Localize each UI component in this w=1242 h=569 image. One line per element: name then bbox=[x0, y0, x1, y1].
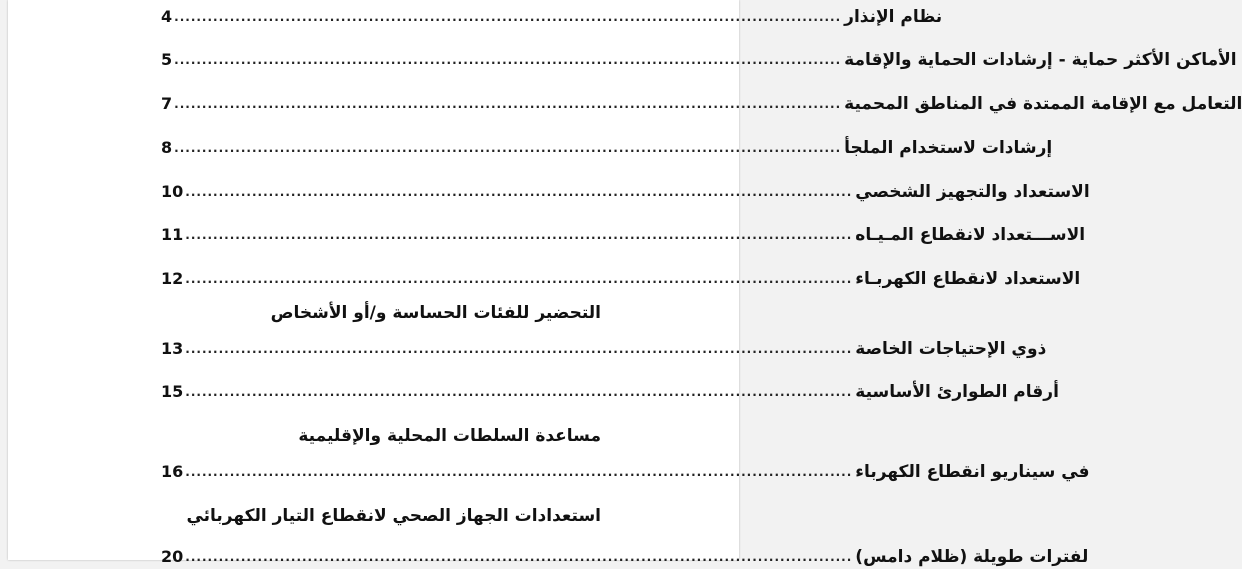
toc-page-number: 7 bbox=[161, 94, 173, 113]
toc-leader-dots: ........................................................................................................................ bbox=[174, 141, 842, 155]
toc-entry-title: الاستعداد لانقطاع الكهربـاء bbox=[855, 269, 1081, 289]
toc-entry-alarm-system[interactable] bbox=[161, 5, 943, 29]
toc-page-number: 11 bbox=[161, 225, 184, 244]
toc-entry-water-outage[interactable] bbox=[161, 223, 1086, 247]
toc-entry-title: الاســـتعداد لانقطاع المـيـاه bbox=[855, 225, 1086, 245]
toc-entry-title: لفترات طويلة (ظلام دامس) bbox=[855, 547, 1089, 567]
toc-page-number: 4 bbox=[161, 7, 173, 26]
toc-entry-title: في سيناريو انقطاع الكهرباء bbox=[855, 462, 1090, 482]
toc-entry-title: ذوي الإحتياجات الخاصة bbox=[855, 339, 1047, 359]
toc-entry-title: إرشادات لاستخدام الملجأ bbox=[844, 138, 1053, 158]
document-page bbox=[8, 0, 1242, 567]
toc-leader-dots: ........................................................................................................................ bbox=[185, 272, 853, 286]
toc-entry-personal-preparation[interactable] bbox=[161, 180, 1090, 204]
toc-leader-dots: ........................................................................................................................ bbox=[185, 550, 853, 564]
toc-entry-shelter-guidelines[interactable] bbox=[161, 136, 1053, 160]
toc-entry-special-needs[interactable] bbox=[161, 337, 1047, 361]
toc-entry-extended-stay[interactable] bbox=[161, 92, 1242, 116]
toc-heading-local-authorities[interactable]: مساعدة السلطات المحلية والإقليمية bbox=[298, 426, 601, 446]
toc-entry-title: الاستعداد والتجهيز الشخصي bbox=[855, 182, 1090, 202]
toc-page-number: 20 bbox=[161, 547, 184, 566]
toc-page-number: 12 bbox=[161, 269, 184, 288]
toc-entry-title: الأماكن الأكثر حماية - إرشادات الحماية والإقامة bbox=[844, 50, 1237, 70]
toc-page-number: 5 bbox=[161, 50, 173, 69]
toc-page-number: 16 bbox=[161, 462, 184, 481]
toc-heading-sensitive-groups[interactable]: التحضير للفئات الحساسة و/أو الأشخاص bbox=[270, 303, 601, 323]
toc-entry-title: التعامل مع الإقامة الممتدة في المناطق المحمية bbox=[844, 94, 1242, 114]
toc-entry-power-outage[interactable] bbox=[161, 267, 1081, 291]
toc-entry-protected-places[interactable] bbox=[161, 48, 1237, 72]
toc-page-number: 15 bbox=[161, 382, 184, 401]
toc-entry-title: نظام الإنذار bbox=[844, 7, 943, 27]
toc-leader-dots: ........................................................................................................................ bbox=[185, 342, 853, 356]
toc-leader-dots: ........................................................................................................................ bbox=[174, 53, 842, 67]
toc-page-number: 13 bbox=[161, 339, 184, 358]
toc-leader-dots: ........................................................................................................................ bbox=[174, 10, 842, 24]
toc-entry-power-scenario[interactable] bbox=[161, 460, 1090, 484]
toc-entry-emergency-numbers[interactable] bbox=[161, 380, 1059, 404]
toc-heading-health-system[interactable]: استعدادات الجهاز الصحي لانقطاع التيار الكهربائي bbox=[186, 506, 601, 526]
toc-leader-dots: ........................................................................................................................ bbox=[185, 465, 853, 479]
toc-page-number: 8 bbox=[161, 138, 173, 157]
toc-entry-blackout[interactable] bbox=[161, 545, 1089, 569]
toc-page-number: 10 bbox=[161, 182, 184, 201]
toc-leader-dots: ........................................................................................................................ bbox=[185, 228, 853, 242]
toc-leader-dots: ........................................................................................................................ bbox=[185, 185, 853, 199]
toc-entry-title: أرقام الطوارئ الأساسية bbox=[855, 382, 1059, 402]
toc-leader-dots: ........................................................................................................................ bbox=[185, 385, 853, 399]
toc-leader-dots: ........................................................................................................................ bbox=[174, 97, 842, 111]
